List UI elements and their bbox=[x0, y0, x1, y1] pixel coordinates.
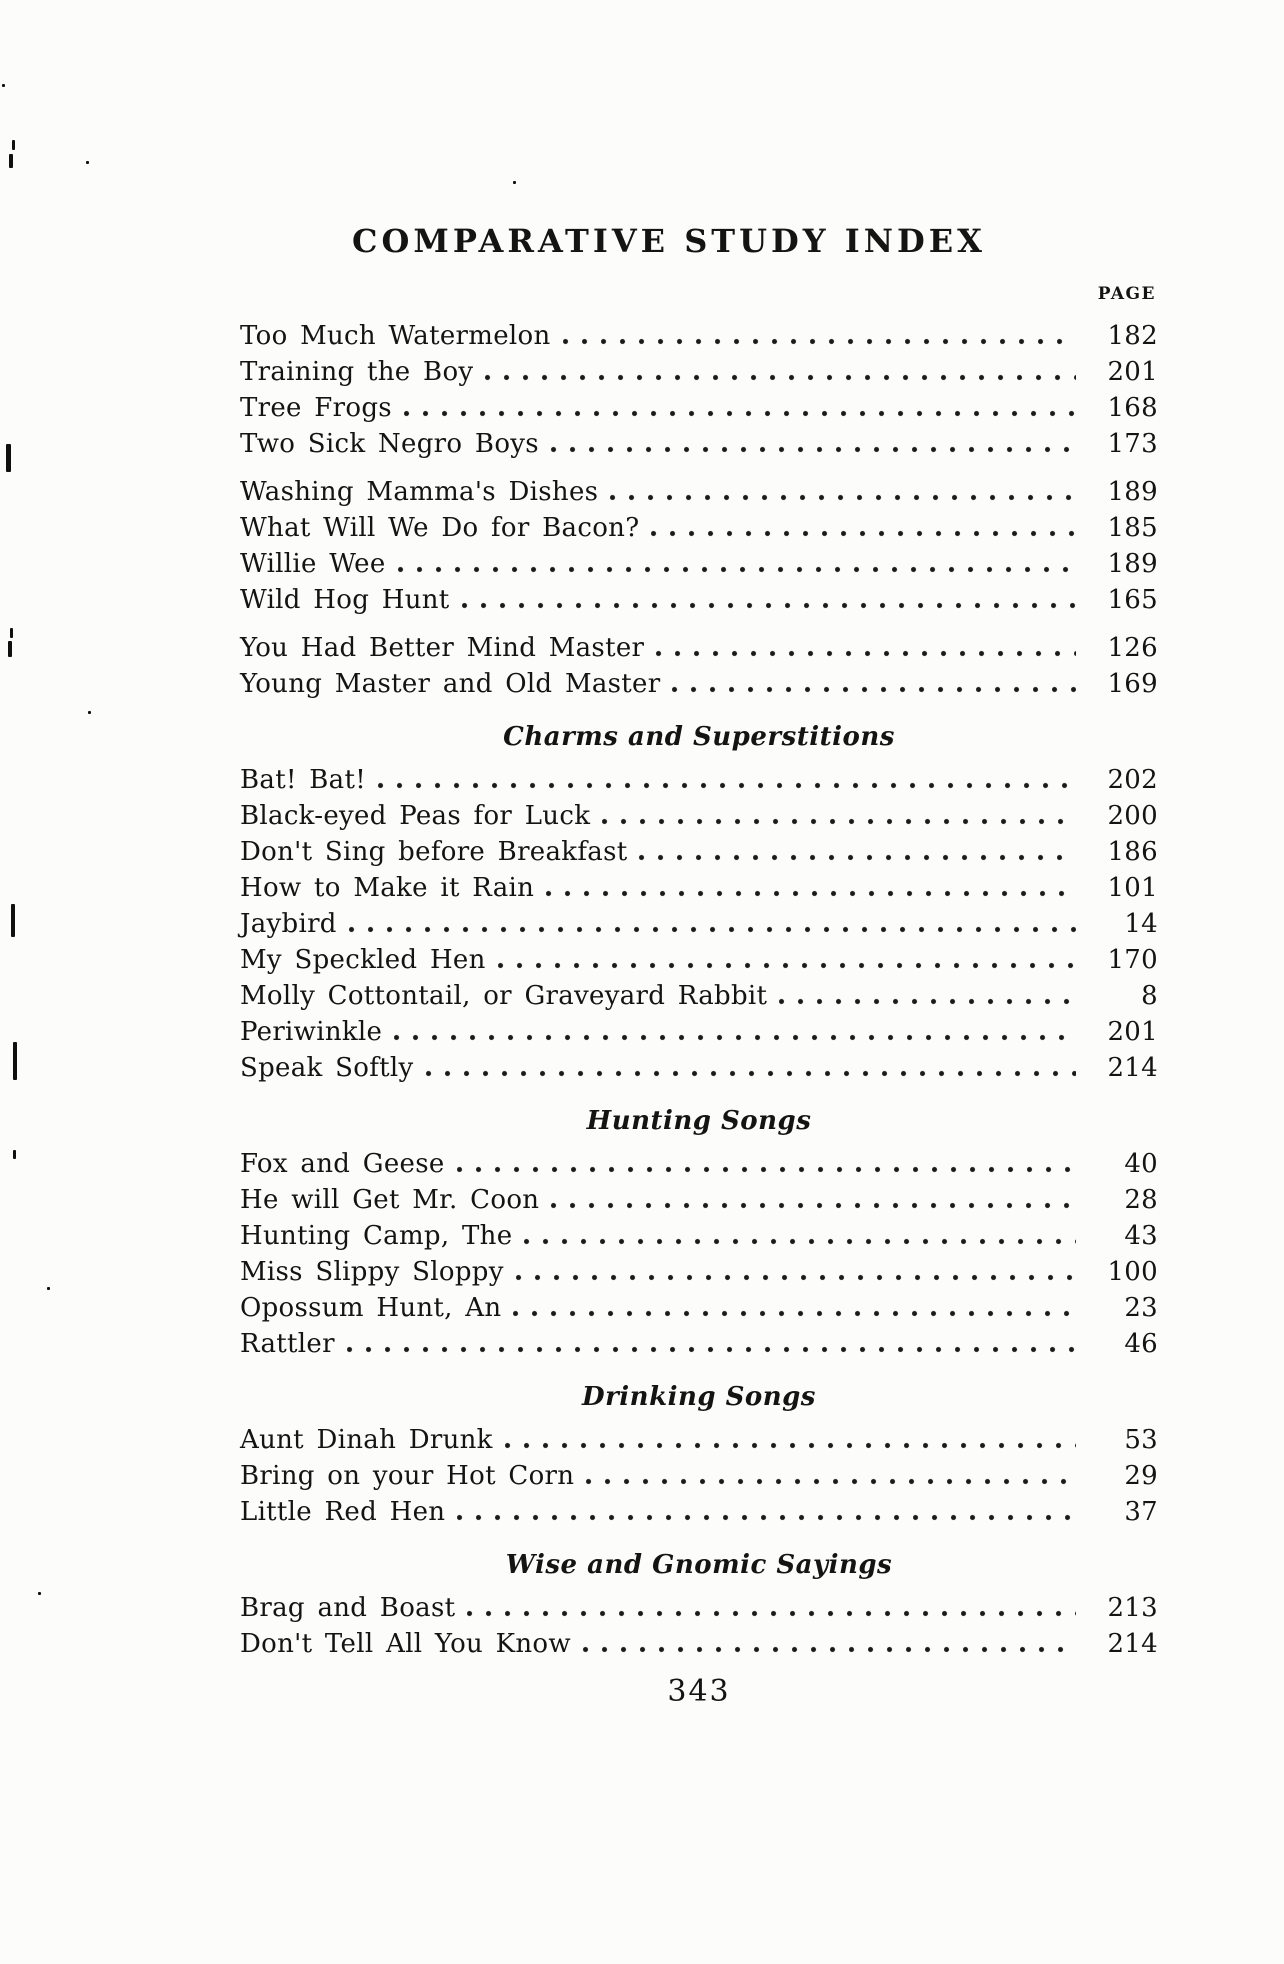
entry-page-number: 169 bbox=[1107, 669, 1158, 699]
entry-title: Rattler bbox=[240, 1329, 335, 1359]
index-entry-row bbox=[240, 1014, 1158, 1050]
dot-leader bbox=[396, 546, 1076, 582]
index-group bbox=[240, 1104, 1158, 1362]
entry-page-number: 168 bbox=[1107, 393, 1158, 423]
dot-leader bbox=[561, 318, 1076, 354]
entry-page-number: 170 bbox=[1107, 945, 1158, 975]
entry-title: He will Get Mr. Coon bbox=[240, 1185, 540, 1215]
scan-artifact bbox=[6, 444, 11, 472]
entry-title: Wild Hog Hunt bbox=[240, 585, 450, 615]
index-entry-row bbox=[240, 1050, 1158, 1086]
index-entry-row bbox=[240, 582, 1158, 618]
scan-artifact bbox=[2, 84, 5, 87]
entry-title: Fox and Geese bbox=[240, 1149, 445, 1179]
entry-title: Young Master and Old Master bbox=[240, 669, 661, 699]
entry-title: Two Sick Negro Boys bbox=[240, 429, 539, 459]
entry-title: Washing Mamma's Dishes bbox=[240, 477, 599, 507]
entry-page-number: 185 bbox=[1107, 513, 1158, 543]
dot-leader bbox=[455, 1146, 1076, 1182]
entry-page-number: 37 bbox=[1124, 1497, 1158, 1527]
entry-title: Training the Boy bbox=[240, 357, 474, 387]
entry-page-number: 186 bbox=[1107, 837, 1158, 867]
entry-title: Don't Sing before Breakfast bbox=[240, 837, 628, 867]
index-group bbox=[240, 318, 1158, 462]
index-entry-row bbox=[240, 474, 1158, 510]
entry-page-number: 200 bbox=[1107, 801, 1158, 831]
entry-page-number: 40 bbox=[1124, 1149, 1158, 1179]
scan-artifact bbox=[38, 1592, 41, 1595]
dot-leader bbox=[584, 1458, 1076, 1494]
dot-leader bbox=[549, 1182, 1076, 1218]
scan-artifact bbox=[86, 161, 89, 164]
entry-title: My Speckled Hen bbox=[240, 945, 486, 975]
entry-title: Jaybird bbox=[240, 909, 337, 939]
entry-title: Tree Frogs bbox=[240, 393, 392, 423]
dot-leader bbox=[424, 1050, 1076, 1086]
dot-leader bbox=[549, 426, 1076, 462]
dot-leader bbox=[544, 870, 1076, 906]
index-entry-row bbox=[240, 798, 1158, 834]
scan-artifact bbox=[10, 628, 13, 638]
dot-leader bbox=[670, 666, 1076, 702]
dot-leader bbox=[777, 978, 1076, 1014]
dot-leader bbox=[460, 582, 1076, 618]
dot-leader bbox=[608, 474, 1076, 510]
entry-title: Aunt Dinah Drunk bbox=[240, 1425, 493, 1455]
index-entry-row bbox=[240, 1290, 1158, 1326]
index-entry-row bbox=[240, 1626, 1158, 1662]
index-entry-row bbox=[240, 390, 1158, 426]
entry-page-number: 46 bbox=[1124, 1329, 1158, 1359]
dot-leader bbox=[581, 1626, 1076, 1662]
dot-leader bbox=[376, 762, 1076, 798]
index-group bbox=[240, 630, 1158, 702]
page-column-header: PAGE bbox=[1097, 284, 1156, 304]
entry-title: Hunting Camp, The bbox=[240, 1221, 513, 1251]
entry-page-number: 100 bbox=[1107, 1257, 1158, 1287]
index-entry-row bbox=[240, 354, 1158, 390]
scan-artifact bbox=[513, 181, 516, 184]
entry-page-number: 213 bbox=[1107, 1593, 1158, 1623]
index-entry-row bbox=[240, 1494, 1158, 1530]
index-entry-row bbox=[240, 978, 1158, 1014]
entry-page-number: 165 bbox=[1107, 585, 1158, 615]
entry-title: Molly Cottontail, or Graveyard Rabbit bbox=[240, 981, 768, 1011]
dot-leader bbox=[455, 1494, 1076, 1530]
entry-title: How to Make it Rain bbox=[240, 873, 535, 903]
dot-leader bbox=[345, 1326, 1076, 1362]
index-group bbox=[240, 720, 1158, 1086]
index-entry-row bbox=[240, 426, 1158, 462]
dot-leader bbox=[483, 354, 1076, 390]
entry-title: What Will We Do for Bacon? bbox=[240, 513, 640, 543]
entry-page-number: 53 bbox=[1124, 1425, 1158, 1455]
entry-page-number: 182 bbox=[1107, 321, 1158, 351]
index-entry-row bbox=[240, 870, 1158, 906]
entry-title: Bring on your Hot Corn bbox=[240, 1461, 575, 1491]
index-entry-row bbox=[240, 942, 1158, 978]
dot-leader bbox=[402, 390, 1076, 426]
entry-page-number: 14 bbox=[1124, 909, 1158, 939]
index-entry-row bbox=[240, 1458, 1158, 1494]
scan-artifact bbox=[13, 1150, 16, 1159]
entry-page-number: 214 bbox=[1107, 1053, 1158, 1083]
dot-leader bbox=[496, 942, 1076, 978]
dot-leader bbox=[465, 1590, 1076, 1626]
index-entry-row bbox=[240, 1146, 1158, 1182]
dot-leader bbox=[511, 1290, 1076, 1326]
entry-page-number: 43 bbox=[1124, 1221, 1158, 1251]
entry-page-number: 201 bbox=[1107, 1017, 1158, 1047]
entry-title: Opossum Hunt, An bbox=[240, 1293, 502, 1323]
entry-page-number: 201 bbox=[1107, 357, 1158, 387]
entry-page-number: 189 bbox=[1107, 549, 1158, 579]
dot-leader bbox=[514, 1254, 1076, 1290]
index-entry-row bbox=[240, 834, 1158, 870]
index-entry-row bbox=[240, 906, 1158, 942]
folio-page-number: 343 bbox=[667, 1674, 731, 1709]
index-entry-row bbox=[240, 1326, 1158, 1362]
section-heading: Hunting Songs bbox=[586, 1106, 812, 1136]
entry-title: Black-eyed Peas for Luck bbox=[240, 801, 591, 831]
index-entry-row bbox=[240, 762, 1158, 798]
entry-title: You Had Better Mind Master bbox=[240, 633, 645, 663]
index-entry-row bbox=[240, 1182, 1158, 1218]
scan-artifact bbox=[9, 154, 13, 168]
entry-page-number: 29 bbox=[1124, 1461, 1158, 1491]
page-title: COMPARATIVE STUDY INDEX bbox=[352, 222, 986, 261]
scan-artifact bbox=[13, 1042, 17, 1080]
dot-leader bbox=[392, 1014, 1076, 1050]
index-entry-row bbox=[240, 630, 1158, 666]
index-group bbox=[240, 1380, 1158, 1530]
entry-title: Brag and Boast bbox=[240, 1593, 456, 1623]
index-entry-row bbox=[240, 1254, 1158, 1290]
entry-title: Willie Wee bbox=[240, 549, 386, 579]
entry-page-number: 214 bbox=[1107, 1629, 1158, 1659]
dot-leader bbox=[600, 798, 1076, 834]
dot-leader bbox=[503, 1422, 1076, 1458]
scan-artifact bbox=[8, 641, 12, 657]
entry-page-number: 23 bbox=[1124, 1293, 1158, 1323]
scan-artifact bbox=[47, 1287, 50, 1290]
index-group bbox=[240, 1548, 1158, 1662]
index-entry-row bbox=[240, 1590, 1158, 1626]
dot-leader bbox=[649, 510, 1076, 546]
entry-page-number: 202 bbox=[1107, 765, 1158, 795]
entry-title: Bat! Bat! bbox=[240, 765, 366, 795]
entry-page-number: 173 bbox=[1107, 429, 1158, 459]
index-entry-row bbox=[240, 1218, 1158, 1254]
index-entries bbox=[240, 318, 1158, 1662]
entry-page-number: 28 bbox=[1124, 1185, 1158, 1215]
section-heading: Wise and Gnomic Sayings bbox=[505, 1550, 893, 1580]
entry-page-number: 8 bbox=[1141, 981, 1158, 1011]
dot-leader bbox=[637, 834, 1076, 870]
entry-title: Miss Slippy Sloppy bbox=[240, 1257, 504, 1287]
entry-page-number: 101 bbox=[1107, 873, 1158, 903]
entry-title: Little Red Hen bbox=[240, 1497, 446, 1527]
section-heading: Drinking Songs bbox=[582, 1382, 816, 1412]
entry-page-number: 189 bbox=[1107, 477, 1158, 507]
entry-title: Periwinkle bbox=[240, 1017, 383, 1047]
entry-title: Speak Softly bbox=[240, 1053, 414, 1083]
entry-page-number: 126 bbox=[1107, 633, 1158, 663]
entry-title: Too Much Watermelon bbox=[240, 321, 551, 351]
scan-artifact bbox=[11, 904, 15, 937]
entry-title: Don't Tell All You Know bbox=[240, 1629, 571, 1659]
index-entry-row bbox=[240, 510, 1158, 546]
dot-leader bbox=[654, 630, 1076, 666]
index-entry-row bbox=[240, 546, 1158, 582]
index-group bbox=[240, 474, 1158, 618]
index-entry-row bbox=[240, 1422, 1158, 1458]
dot-leader bbox=[347, 906, 1076, 942]
scan-artifact bbox=[12, 140, 15, 150]
index-entry-row bbox=[240, 666, 1158, 702]
scan-artifact bbox=[88, 711, 91, 714]
dot-leader bbox=[522, 1218, 1076, 1254]
index-entry-row bbox=[240, 318, 1158, 354]
section-heading: Charms and Superstitions bbox=[503, 722, 895, 752]
